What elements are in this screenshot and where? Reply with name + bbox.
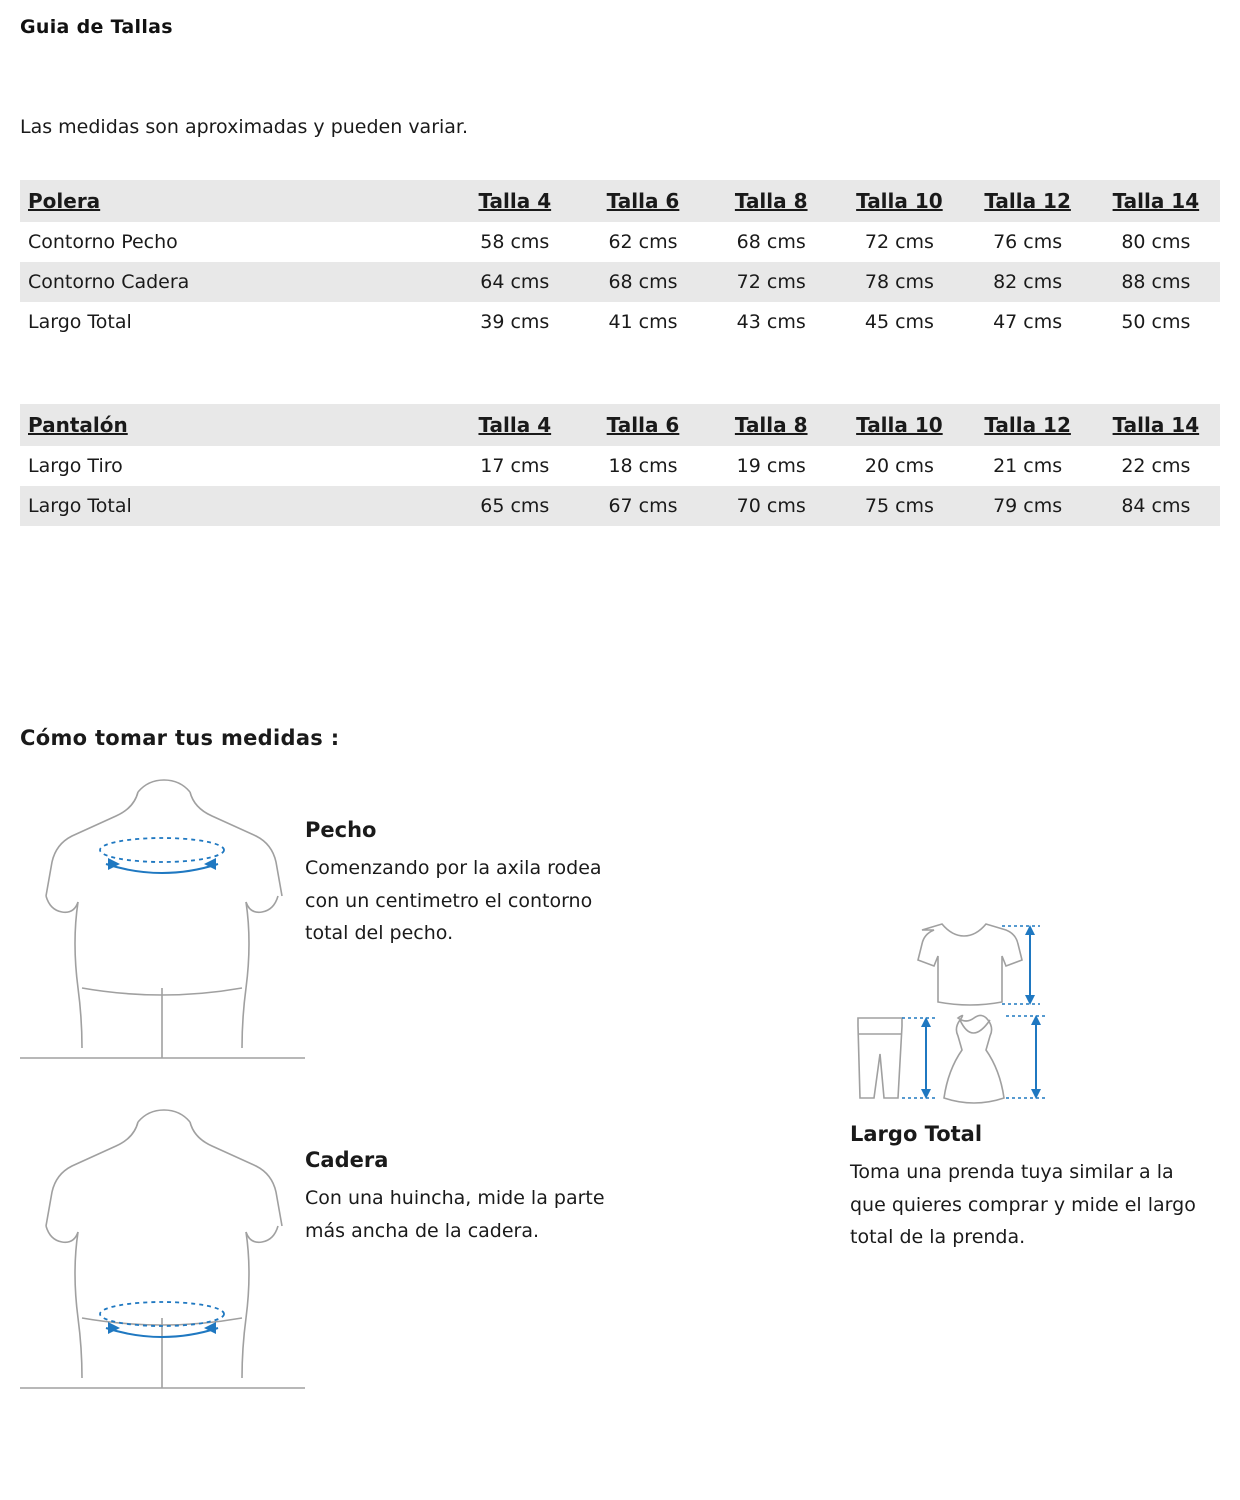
- measure-text-cadera: [305, 1102, 635, 1247]
- table-row: [20, 446, 1220, 486]
- measure-title: Pecho: [305, 818, 377, 842]
- cell-value: 78 cms: [864, 271, 934, 293]
- cell-value: 22 cms: [1121, 455, 1191, 477]
- cell-value: 43 cms: [736, 311, 806, 333]
- largo-total-title: Largo Total: [850, 1122, 983, 1146]
- measure-body: Con una huincha, mide la parte más ancha de la cadera.: [305, 1187, 605, 1242]
- tshirt-icon: [918, 924, 1022, 1005]
- row-label: Contorno Pecho: [28, 231, 178, 253]
- cell-value: 67 cms: [608, 495, 678, 517]
- measure-text-pecho: [305, 772, 635, 950]
- dress-icon: [944, 1015, 1004, 1103]
- table-col-header: Talla 8: [734, 189, 808, 213]
- cell-value: 72 cms: [736, 271, 806, 293]
- table-col-header: Talla 4: [478, 413, 552, 437]
- table-col-header: Talla 8: [734, 413, 808, 437]
- pants-length-guides: [902, 1018, 936, 1098]
- torso-chest-icon: [20, 772, 305, 1062]
- table-col-header: Talla 10: [856, 189, 943, 213]
- largo-total-block: [850, 922, 1220, 1254]
- dress-length-guides: [1006, 1016, 1046, 1098]
- cell-value: 50 cms: [1121, 311, 1191, 333]
- table-col-header: Talla 6: [606, 189, 680, 213]
- table-col-header: Talla 14: [1112, 189, 1200, 213]
- row-label: Contorno Cadera: [28, 271, 190, 293]
- table-row: [20, 222, 1220, 262]
- cell-value: 47 cms: [993, 311, 1063, 333]
- row-label: Largo Total: [28, 495, 132, 517]
- cell-value: 39 cms: [480, 311, 550, 333]
- table-col-header: Talla 6: [606, 413, 680, 437]
- largo-total-body: Toma una prenda tuya similar a la que quieres comprar y mide el largo total de la prenda.: [850, 1161, 1196, 1249]
- cell-value: 58 cms: [480, 231, 550, 253]
- cell-value: 88 cms: [1121, 271, 1191, 293]
- table-header-row: [20, 404, 1220, 446]
- pants-icon: [858, 1018, 902, 1098]
- table-col-header: Talla 10: [856, 413, 943, 437]
- intro-text: Las medidas son aproximadas y pueden variar.: [20, 116, 469, 138]
- table-spacer: [20, 342, 1220, 376]
- garment-icons: [850, 922, 1220, 1122]
- measure-body: Comenzando por la axila rodea con un centimetro el contorno total del pecho.: [305, 857, 602, 945]
- measure-title: Cadera: [305, 1148, 389, 1172]
- cell-value: 62 cms: [608, 231, 678, 253]
- torso-hip-icon: [20, 1102, 305, 1392]
- table-col-header: Talla 12: [984, 413, 1071, 437]
- cell-value: 70 cms: [736, 495, 806, 517]
- table-col-header: Talla 4: [478, 189, 552, 213]
- page-title: Guia de Tallas: [20, 16, 173, 38]
- size-table-pantalon: [20, 404, 1220, 526]
- table-row: [20, 302, 1220, 342]
- table-col-header: Talla 14: [1112, 413, 1200, 437]
- cell-value: 20 cms: [864, 455, 934, 477]
- torso-chest-figure: [20, 772, 305, 1062]
- cell-value: 17 cms: [480, 455, 550, 477]
- row-label: Largo Total: [28, 311, 132, 333]
- cell-value: 80 cms: [1121, 231, 1191, 253]
- cell-value: 82 cms: [993, 271, 1063, 293]
- cell-value: 64 cms: [480, 271, 550, 293]
- table-header-row: [20, 180, 1220, 222]
- cell-value: 68 cms: [608, 271, 678, 293]
- table-row: [20, 486, 1220, 526]
- cell-value: 84 cms: [1121, 495, 1191, 517]
- table-col-header: Polera: [28, 189, 101, 213]
- cell-value: 18 cms: [608, 455, 678, 477]
- garment-icons-svg: [850, 922, 1080, 1117]
- size-table-polera: [20, 180, 1220, 342]
- cell-value: 45 cms: [864, 311, 934, 333]
- cell-value: 75 cms: [864, 495, 934, 517]
- cell-value: 19 cms: [736, 455, 806, 477]
- cell-value: 79 cms: [993, 495, 1063, 517]
- cell-value: 65 cms: [480, 495, 550, 517]
- cell-value: 76 cms: [993, 231, 1063, 253]
- table-col-header: Pantalón: [28, 413, 128, 437]
- howto-section: [20, 772, 1220, 1392]
- cell-value: 41 cms: [608, 311, 678, 333]
- table-row: [20, 262, 1220, 302]
- cell-value: 68 cms: [736, 231, 806, 253]
- cell-value: 21 cms: [993, 455, 1063, 477]
- howto-title: Cómo tomar tus medidas :: [20, 726, 340, 750]
- row-label: Largo Tiro: [28, 455, 123, 477]
- torso-hip-figure: [20, 1102, 305, 1392]
- table-col-header: Talla 12: [984, 189, 1071, 213]
- cell-value: 72 cms: [864, 231, 934, 253]
